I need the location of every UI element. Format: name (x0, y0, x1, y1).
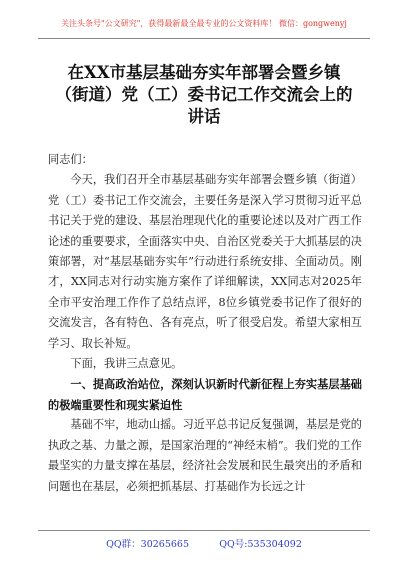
title-line-3: 讲话 (187, 107, 221, 126)
header-note: 关注头条号"公文研究"，获得最新最全最专业的公文资料库！ 微信：gongwenyj (61, 19, 347, 28)
document-title (40, 62, 368, 128)
paragraph-3: 基础不牢，地动山摇。习近平总书记反复强调，基层是党的执政之基、力量之源，是国家治理的“神经末梢”。我们党的工作最坚实的力量支撑在基层，经济社会发展和民生最突出的矛盾和问题也在基层，必须把抓基层、打基础作为长远之计 (48, 418, 362, 493)
document-body (48, 150, 362, 497)
header-divider (38, 38, 370, 39)
footer-contact: QQ群：30265665 QQ号:535304092 (106, 539, 302, 550)
salutation: 同志们： (48, 153, 93, 166)
paragraph-1: 今天，我们召开全市基层基础夯实年部署会暨乡镇（街道）党（工）委书记工作交流会，主要任务是深入学习贯彻习近平总书记关于党的建设、基层治理现代化的重要论述以及对广西工作论述的重要要求，全面落实中央、自治区党委关于大抓基层的决策部署，对“基层基础夯实年”行动进行系统安排、全面动员。刚才，XX同志对行动实施方案作了详细解读，XX同志对2025年全市平安治理工作作了总结点评，8位乡镇党委书记作了很好的交流发言，各有特色、各有亮点，听了很受启发。希望大家相互学习、取长补短。 (48, 173, 362, 350)
section-heading-1: 一、提高政治站位，深刻认识新时代新征程上夯实基层基础的极端重要性和现实紧迫性 (48, 377, 362, 412)
footer-divider (38, 530, 370, 531)
paragraph-2: 下面，我讲三点意见。 (70, 357, 183, 371)
title-line-1: 在XX市基层基础夯实年部署会暨乡镇 (67, 63, 341, 82)
title-line-2: （街道）党（工）委书记工作交流会上的 (55, 85, 353, 104)
